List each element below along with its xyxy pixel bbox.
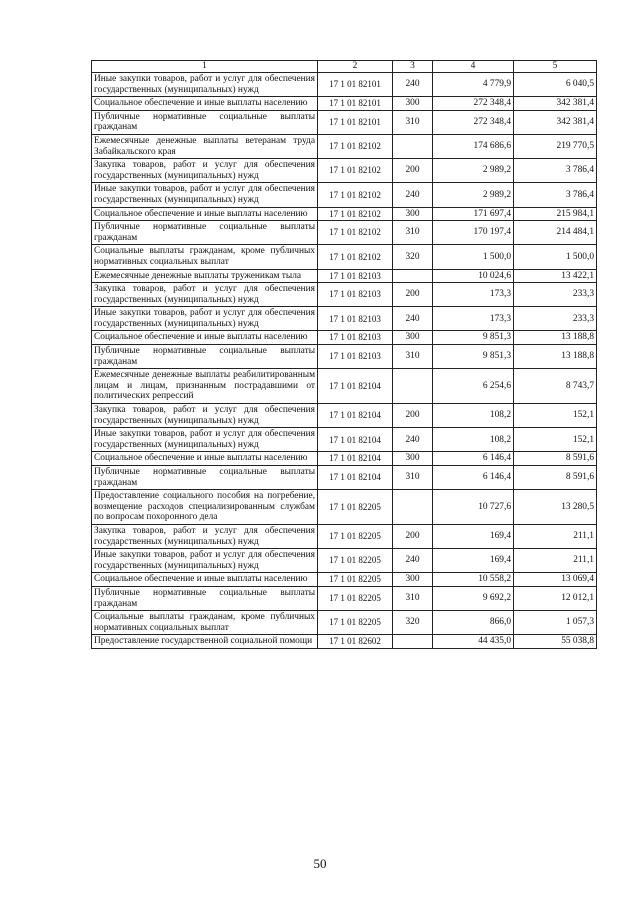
row-expense-type-cell (393, 490, 433, 525)
row-amount-2-cell: 233,3 (514, 283, 597, 307)
row-code-cell: 17 1 01 82102 (318, 159, 393, 183)
row-name-cell: Иные закупки товаров, работ и услуг для обеспечения государственных (муниципальных) нужд (92, 73, 318, 97)
row-amount-2-cell: 8 591,6 (514, 452, 597, 466)
row-name-cell: Публичные нормативные социальные выплаты гражданам (92, 345, 318, 369)
row-name-cell: Предоставление социального пособия на погребение, возмещение расходов специализированным службам по вопросам похоронного дела (92, 490, 318, 525)
column-header-name: 1 (92, 61, 318, 73)
row-amount-1-cell: 6 146,4 (433, 452, 514, 466)
row-amount-1-cell: 44 435,0 (433, 635, 514, 649)
row-amount-2-cell: 211,1 (514, 549, 597, 573)
row-amount-2-cell: 211,1 (514, 524, 597, 548)
row-code-cell: 17 1 01 82101 (318, 97, 393, 111)
row-code-cell: 17 1 01 82205 (318, 611, 393, 635)
budget-table (91, 60, 597, 649)
table-row (92, 404, 597, 428)
page-number: 50 (313, 856, 327, 871)
row-expense-type-cell: 300 (393, 452, 433, 466)
row-amount-1-cell: 2 989,2 (433, 183, 514, 207)
row-name-cell: Закупка товаров, работ и услуг для обеспечения государственных (муниципальных) нужд (92, 283, 318, 307)
row-name-cell: Социальное обеспечение и иные выплаты населению (92, 97, 318, 111)
table-row (92, 452, 597, 466)
row-name-cell: Иные закупки товаров, работ и услуг для обеспечения государственных (муниципальных) нужд (92, 307, 318, 331)
table-row (92, 611, 597, 635)
row-expense-type-cell: 320 (393, 611, 433, 635)
row-name-cell: Ежемесячные денежные выплаты труженикам тыла (92, 269, 318, 283)
table-row (92, 635, 597, 649)
row-amount-2-cell: 8 591,6 (514, 466, 597, 490)
row-expense-type-cell: 310 (393, 466, 433, 490)
row-code-cell: 17 1 01 82102 (318, 183, 393, 207)
row-amount-1-cell: 272 348,4 (433, 110, 514, 134)
table-row (92, 428, 597, 452)
row-name-cell: Социальное обеспечение и иные выплаты населению (92, 331, 318, 345)
row-code-cell: 17 1 01 82205 (318, 586, 393, 610)
row-amount-1-cell: 108,2 (433, 404, 514, 428)
table-row (92, 159, 597, 183)
table-row (92, 207, 597, 221)
row-expense-type-cell (393, 635, 433, 649)
row-amount-1-cell: 6 146,4 (433, 466, 514, 490)
row-code-cell: 17 1 01 82102 (318, 245, 393, 269)
table-row (92, 466, 597, 490)
row-amount-1-cell: 10 024,6 (433, 269, 514, 283)
row-amount-2-cell: 233,3 (514, 307, 597, 331)
table-row (92, 134, 597, 158)
row-expense-type-cell: 240 (393, 183, 433, 207)
table-row (92, 490, 597, 525)
row-expense-type-cell: 300 (393, 97, 433, 111)
row-amount-1-cell: 173,3 (433, 307, 514, 331)
table-row (92, 269, 597, 283)
row-name-cell: Социальное обеспечение и иные выплаты населению (92, 452, 318, 466)
row-amount-2-cell: 8 743,7 (514, 369, 597, 404)
row-amount-1-cell: 6 254,6 (433, 369, 514, 404)
row-amount-1-cell: 10 727,6 (433, 490, 514, 525)
row-name-cell: Публичные нормативные социальные выплаты гражданам (92, 110, 318, 134)
column-header-amount-1: 4 (433, 61, 514, 73)
row-code-cell: 17 1 01 82602 (318, 635, 393, 649)
table-row (92, 97, 597, 111)
table-row (92, 283, 597, 307)
row-name-cell: Социальное обеспечение и иные выплаты населению (92, 573, 318, 587)
row-code-cell: 17 1 01 82102 (318, 221, 393, 245)
row-code-cell: 17 1 01 82205 (318, 549, 393, 573)
row-amount-2-cell: 13 069,4 (514, 573, 597, 587)
row-amount-1-cell: 9 692,2 (433, 586, 514, 610)
row-code-cell: 17 1 01 82104 (318, 452, 393, 466)
row-name-cell: Публичные нормативные социальные выплаты гражданам (92, 221, 318, 245)
row-amount-2-cell: 13 422,1 (514, 269, 597, 283)
row-amount-1-cell: 866,0 (433, 611, 514, 635)
row-amount-2-cell: 215 984,1 (514, 207, 597, 221)
row-amount-2-cell: 219 770,5 (514, 134, 597, 158)
row-expense-type-cell: 310 (393, 110, 433, 134)
row-expense-type-cell: 240 (393, 549, 433, 573)
row-amount-2-cell: 55 038,8 (514, 635, 597, 649)
row-amount-1-cell: 171 697,4 (433, 207, 514, 221)
row-name-cell: Иные закупки товаров, работ и услуг для обеспечения государственных (муниципальных) нужд (92, 428, 318, 452)
row-expense-type-cell: 200 (393, 283, 433, 307)
table-row (92, 524, 597, 548)
row-code-cell: 17 1 01 82205 (318, 524, 393, 548)
row-code-cell: 17 1 01 82101 (318, 110, 393, 134)
row-expense-type-cell: 320 (393, 245, 433, 269)
table-row (92, 73, 597, 97)
row-code-cell: 17 1 01 82104 (318, 466, 393, 490)
table-row (92, 573, 597, 587)
row-amount-2-cell: 214 484,1 (514, 221, 597, 245)
row-code-cell: 17 1 01 82102 (318, 134, 393, 158)
row-name-cell: Предоставление государственной социальной помощи (92, 635, 318, 649)
row-amount-2-cell: 152,1 (514, 428, 597, 452)
table-row (92, 221, 597, 245)
row-code-cell: 17 1 01 82205 (318, 573, 393, 587)
row-amount-1-cell: 4 779,9 (433, 73, 514, 97)
column-header-expense-type: 3 (393, 61, 433, 73)
row-expense-type-cell: 310 (393, 221, 433, 245)
row-expense-type-cell: 200 (393, 524, 433, 548)
row-name-cell: Публичные нормативные социальные выплаты гражданам (92, 586, 318, 610)
row-name-cell: Ежемесячные денежные выплаты реабилитированным лицам и лицам, признанным пострадавшими от политических репрессий (92, 369, 318, 404)
table-body (92, 73, 597, 649)
row-name-cell: Социальное обеспечение и иные выплаты населению (92, 207, 318, 221)
row-name-cell: Социальные выплаты гражданам, кроме публичных нормативных социальных выплат (92, 245, 318, 269)
row-expense-type-cell: 200 (393, 404, 433, 428)
row-amount-1-cell: 9 851,3 (433, 331, 514, 345)
column-header-code: 2 (318, 61, 393, 73)
row-name-cell: Иные закупки товаров, работ и услуг для обеспечения государственных (муниципальных) нужд (92, 183, 318, 207)
row-amount-1-cell: 173,3 (433, 283, 514, 307)
row-amount-2-cell: 342 381,4 (514, 110, 597, 134)
row-expense-type-cell (393, 134, 433, 158)
row-expense-type-cell: 300 (393, 207, 433, 221)
row-name-cell: Социальные выплаты гражданам, кроме публичных нормативных социальных выплат (92, 611, 318, 635)
row-code-cell: 17 1 01 82104 (318, 369, 393, 404)
row-expense-type-cell (393, 369, 433, 404)
table-row (92, 549, 597, 573)
row-name-cell: Закупка товаров, работ и услуг для обеспечения государственных (муниципальных) нужд (92, 159, 318, 183)
row-expense-type-cell: 300 (393, 331, 433, 345)
row-name-cell: Иные закупки товаров, работ и услуг для обеспечения государственных (муниципальных) нужд (92, 549, 318, 573)
row-expense-type-cell: 310 (393, 586, 433, 610)
row-expense-type-cell: 310 (393, 345, 433, 369)
row-code-cell: 17 1 01 82104 (318, 404, 393, 428)
row-amount-2-cell: 152,1 (514, 404, 597, 428)
row-amount-1-cell: 170 197,4 (433, 221, 514, 245)
row-expense-type-cell: 240 (393, 428, 433, 452)
table-row (92, 331, 597, 345)
row-amount-1-cell: 174 686,6 (433, 134, 514, 158)
column-header-amount-2: 5 (514, 61, 597, 73)
row-amount-1-cell: 169,4 (433, 549, 514, 573)
row-amount-2-cell: 3 786,4 (514, 159, 597, 183)
row-amount-2-cell: 13 188,8 (514, 345, 597, 369)
row-amount-2-cell: 1 057,3 (514, 611, 597, 635)
table-row (92, 245, 597, 269)
table-row (92, 183, 597, 207)
table-row (92, 369, 597, 404)
row-amount-1-cell: 169,4 (433, 524, 514, 548)
row-amount-1-cell: 10 558,2 (433, 573, 514, 587)
row-expense-type-cell: 240 (393, 73, 433, 97)
row-name-cell: Публичные нормативные социальные выплаты гражданам (92, 466, 318, 490)
row-amount-1-cell: 9 851,3 (433, 345, 514, 369)
row-code-cell: 17 1 01 82103 (318, 345, 393, 369)
row-name-cell: Закупка товаров, работ и услуг для обеспечения государственных (муниципальных) нужд (92, 404, 318, 428)
row-code-cell: 17 1 01 82205 (318, 490, 393, 525)
table-row (92, 307, 597, 331)
row-code-cell: 17 1 01 82102 (318, 207, 393, 221)
row-amount-1-cell: 272 348,4 (433, 97, 514, 111)
row-amount-2-cell: 1 500,0 (514, 245, 597, 269)
row-amount-2-cell: 3 786,4 (514, 183, 597, 207)
row-amount-2-cell: 12 012,1 (514, 586, 597, 610)
row-amount-2-cell: 13 280,5 (514, 490, 597, 525)
row-code-cell: 17 1 01 82103 (318, 283, 393, 307)
table-row (92, 345, 597, 369)
row-amount-2-cell: 342 381,4 (514, 97, 597, 111)
row-code-cell: 17 1 01 82101 (318, 73, 393, 97)
row-code-cell: 17 1 01 82103 (318, 307, 393, 331)
row-amount-1-cell: 2 989,2 (433, 159, 514, 183)
row-name-cell: Закупка товаров, работ и услуг для обеспечения государственных (муниципальных) нужд (92, 524, 318, 548)
row-code-cell: 17 1 01 82104 (318, 428, 393, 452)
row-amount-2-cell: 6 040,5 (514, 73, 597, 97)
row-code-cell: 17 1 01 82103 (318, 269, 393, 283)
row-amount-2-cell: 13 188,8 (514, 331, 597, 345)
row-expense-type-cell: 200 (393, 159, 433, 183)
row-expense-type-cell (393, 269, 433, 283)
row-amount-1-cell: 108,2 (433, 428, 514, 452)
table-row (92, 586, 597, 610)
row-amount-1-cell: 1 500,0 (433, 245, 514, 269)
row-name-cell: Ежемесячные денежные выплаты ветеранам труда Забайкальского края (92, 134, 318, 158)
table-row (92, 110, 597, 134)
row-expense-type-cell: 300 (393, 573, 433, 587)
row-code-cell: 17 1 01 82103 (318, 331, 393, 345)
table-header-row (92, 61, 597, 73)
row-expense-type-cell: 240 (393, 307, 433, 331)
